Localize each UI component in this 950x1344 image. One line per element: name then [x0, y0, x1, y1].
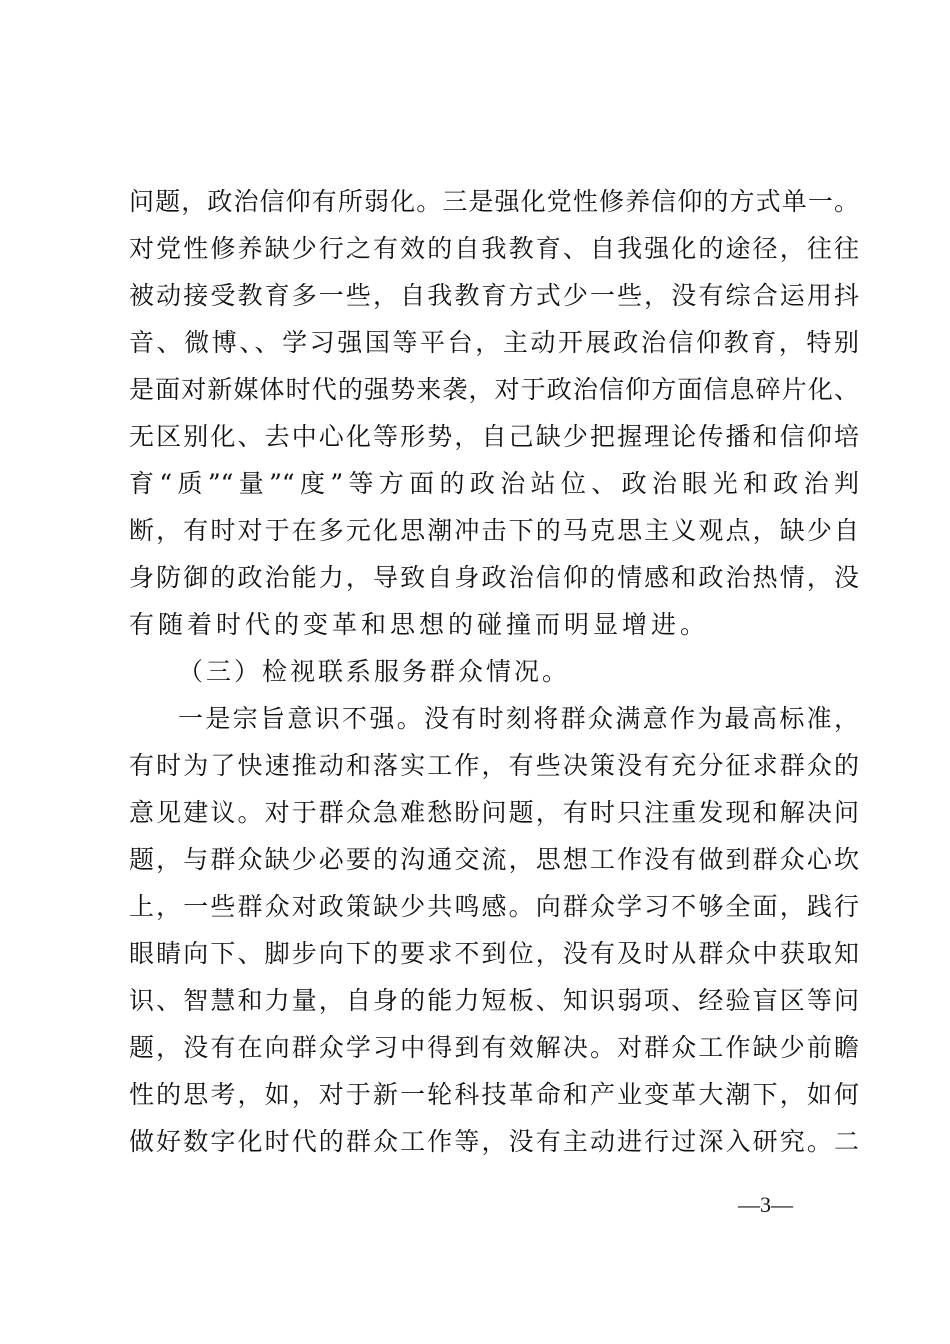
- text-line-1: 问题，政治信仰有所弱化。三是强化党性修养信仰的方式单一。: [129, 187, 859, 216]
- text-line-20: 性的思考，如，对于新一轮科技革命和产业变革大潮下，如何: [129, 1080, 859, 1109]
- text-line-2: 对党性修养缺少行之有效的自我教育、自我强化的途径，往往: [129, 234, 859, 263]
- text-line-5: 是面对新媒体时代的强势来袭，对于政治信仰方面信息碎片化、: [129, 375, 859, 404]
- text-line-6: 无区别化、去中心化等形势，自己缺少把握理论传播和信仰培: [129, 422, 859, 451]
- text-line-3: 被动接受教育多一些，自我教育方式少一些，没有综合运用抖: [129, 281, 859, 310]
- text-line-18: 识、智慧和力量，自身的能力短板、知识弱项、经验盲区等问: [129, 986, 859, 1015]
- text-line-4: 音、微博、、学习强国等平台，主动开展政治信仰教育，特别: [129, 328, 859, 357]
- text-line-8: 断，有时对于在多元化思潮冲击下的马克思主义观点，缺少自: [129, 516, 859, 545]
- text-line-16: 上，一些群众对政策缺少共鸣感。向群众学习不够全面，践行: [129, 892, 859, 921]
- text-line-21: 做好数字化时代的群众工作等，没有主动进行过深入研究。二: [129, 1127, 859, 1156]
- text-line-14: 意见建议。对于群众急难愁盼问题，有时只注重发现和解决问: [129, 798, 859, 827]
- text-line-19: 题，没有在向群众学习中得到有效解决。对群众工作缺少前瞻: [129, 1033, 859, 1062]
- text-line-15: 题，与群众缺少必要的沟通交流，思想工作没有做到群众心坎: [129, 845, 859, 874]
- section-heading: （三）检视联系服务群众情况。: [178, 657, 571, 686]
- text-line-12: 一是宗旨意识不强。没有时刻将群众满意作为最高标准，: [178, 704, 859, 733]
- text-line-9: 身防御的政治能力，导致自身政治信仰的情感和政治热情，没: [129, 563, 859, 592]
- text-line-17: 眼睛向下、脚步向下的要求不到位，没有及时从群众中获取知: [129, 939, 859, 968]
- text-line-10: 有随着时代的变革和思想的碰撞而明显增进。: [129, 610, 710, 639]
- text-line-13: 有时为了快速推动和落实工作，有些决策没有充分征求群众的: [129, 751, 859, 780]
- page-number: —3—: [738, 1192, 793, 1217]
- text-line-7: 育“质”“量”“度”等方面的政治站位、政治眼光和政治判: [129, 469, 859, 498]
